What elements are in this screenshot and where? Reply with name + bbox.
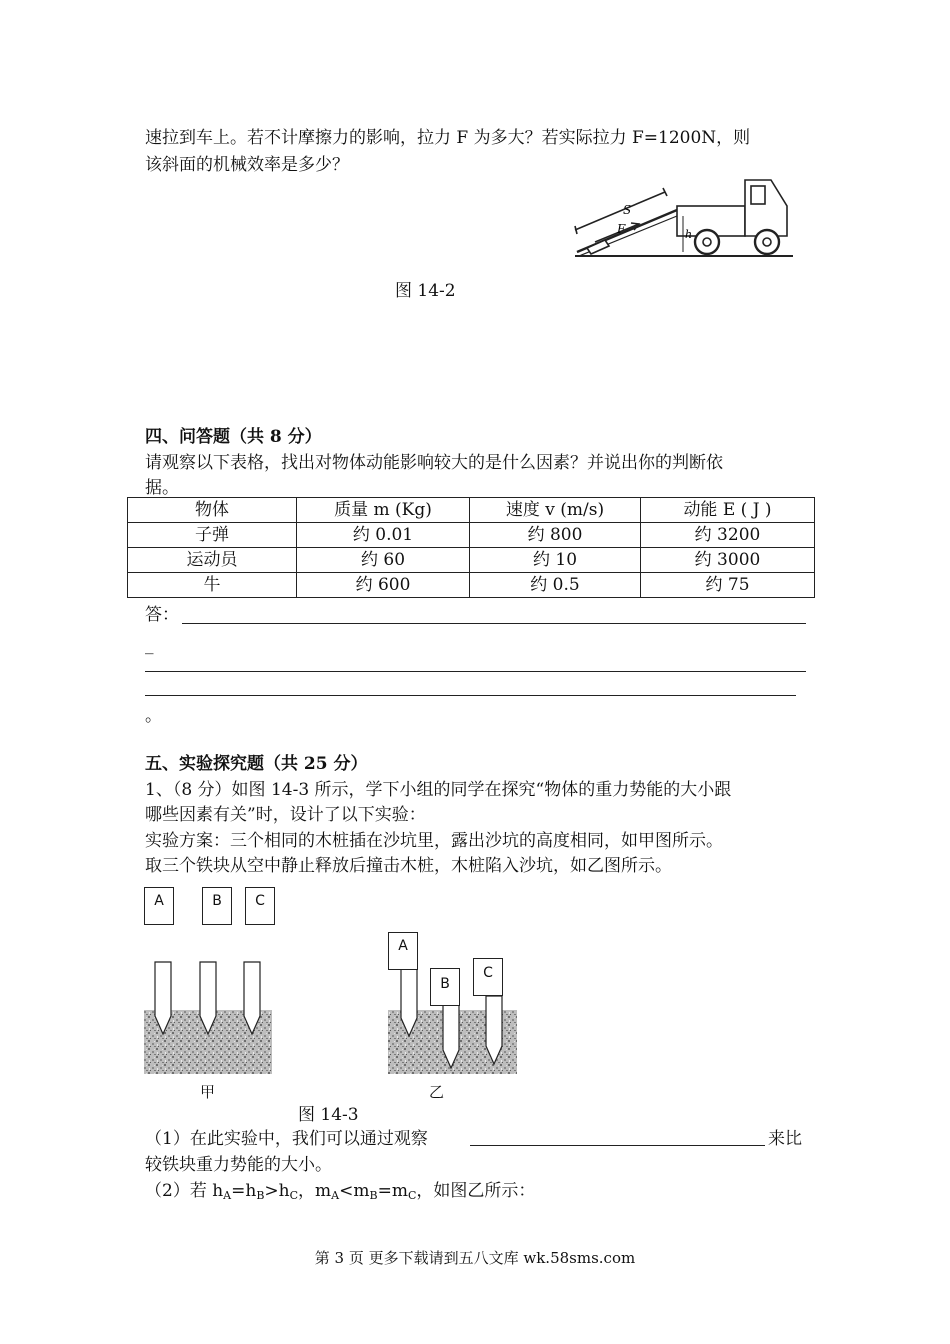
label-f: F — [617, 222, 626, 236]
answer-blank-line — [145, 695, 796, 696]
table-header-cell: 质量 m (Kg) — [297, 498, 470, 523]
block-label: C — [255, 893, 265, 909]
iron-block-a — [388, 932, 418, 970]
block-label: A — [398, 938, 408, 954]
table-header-cell: 速度 v (m/s) — [470, 498, 641, 523]
table-header-cell: 动能 E ( J ) — [641, 498, 815, 523]
iron-block-b — [430, 968, 460, 1006]
table-cell: 约 800 — [470, 523, 641, 548]
answer-end: 。 — [145, 706, 162, 726]
sub-question-line: 较铁块重力势能的大小。 — [145, 1155, 332, 1175]
table-cell: 牛 — [128, 573, 297, 598]
iron-block-c — [245, 887, 275, 925]
subscript: B — [256, 1189, 265, 1202]
block-label: A — [154, 893, 164, 909]
label-h: h — [685, 228, 693, 241]
subscript: C — [289, 1189, 299, 1202]
table-row — [128, 573, 815, 598]
text: <m — [339, 1181, 370, 1201]
iron-block-c — [473, 958, 503, 996]
plan-text-line: 实验方案：三个相同的木桩插在沙坑里，露出沙坑的高度相同，如甲图所示。 — [145, 831, 723, 851]
answer-blank-line — [182, 623, 806, 624]
text: ，如图乙所示： — [416, 1181, 536, 1201]
question-text-line: 该斜面的机械效率是多少？ — [145, 155, 349, 175]
iron-block-b — [202, 887, 232, 925]
table-cell: 约 3200 — [641, 523, 815, 548]
table-header-row — [128, 498, 815, 523]
section-heading: 五、实验探究题（共 25 分） — [145, 754, 368, 774]
fill-in-blank — [470, 1145, 765, 1146]
subscript: B — [369, 1189, 378, 1202]
prompt-line: 请观察以下表格，找出对物体动能影响较大的是什么因素？并说出你的判断依 — [145, 453, 723, 473]
table-cell: 约 600 — [297, 573, 470, 598]
table-cell: 约 0.01 — [297, 523, 470, 548]
table-cell: 约 10 — [470, 548, 641, 573]
section-heading: 四、问答题（共 8 分） — [145, 427, 322, 447]
sub-question-line: （1）在此实验中，我们可以通过观察 — [145, 1129, 428, 1149]
text: =m — [377, 1181, 408, 1201]
table-header-cell: 物体 — [128, 498, 297, 523]
data-table — [127, 497, 815, 598]
figure-caption: 图 14-3 — [298, 1105, 359, 1125]
iron-block-a — [144, 887, 174, 925]
table-cell: 约 60 — [297, 548, 470, 573]
block-label: C — [483, 965, 493, 981]
subfigure-label: 乙 — [429, 1083, 445, 1101]
text: （2）若 h — [145, 1181, 224, 1201]
block-label: B — [212, 893, 222, 909]
table-cell: 约 3000 — [641, 548, 815, 573]
text: =h — [231, 1181, 257, 1201]
page-footer: 第 3 页 更多下载请到五八文库 wk.58sms.com — [314, 1249, 636, 1267]
block-label: B — [440, 976, 450, 992]
plan-text-line: 取三个铁块从空中静止释放后撞击木桩，木桩陷入沙坑，如乙图所示。 — [145, 856, 672, 876]
question-text-line: 速拉到车上。若不计摩擦力的影响，拉力 F 为多大？若实际拉力 F=1200N，则 — [145, 128, 751, 148]
subscript: A — [331, 1189, 340, 1202]
experiment-figure — [140, 880, 525, 1080]
truck-ramp-figure — [565, 172, 800, 260]
question-text-line: 1、（8 分）如图 14-3 所示，学下小组的同学在探究“物体的重力势能的大小跟 — [145, 780, 732, 800]
text: >h — [264, 1181, 290, 1201]
sub-question-line — [145, 1178, 535, 1209]
answer-dash: _ — [145, 635, 154, 655]
subscript: A — [223, 1189, 232, 1202]
prompt-line: 据。 — [145, 478, 179, 498]
label-s: S — [623, 203, 632, 217]
subfigure-label: 甲 — [200, 1083, 216, 1101]
figure-caption: 图 14-2 — [395, 281, 456, 301]
answer-blank-line — [145, 671, 806, 672]
table-cell: 约 75 — [641, 573, 815, 598]
question-text-line: 哪些因素有关”时，设计了以下实验： — [145, 805, 426, 825]
answer-label: 答： — [145, 605, 179, 625]
table-cell: 约 0.5 — [470, 573, 641, 598]
table-cell: 子弹 — [128, 523, 297, 548]
table-row — [128, 523, 815, 548]
subscript: C — [407, 1189, 417, 1202]
text: ，m — [298, 1181, 332, 1201]
table-row — [128, 548, 815, 573]
sub-question-line: 来比 — [768, 1129, 802, 1149]
table-cell: 运动员 — [128, 548, 297, 573]
